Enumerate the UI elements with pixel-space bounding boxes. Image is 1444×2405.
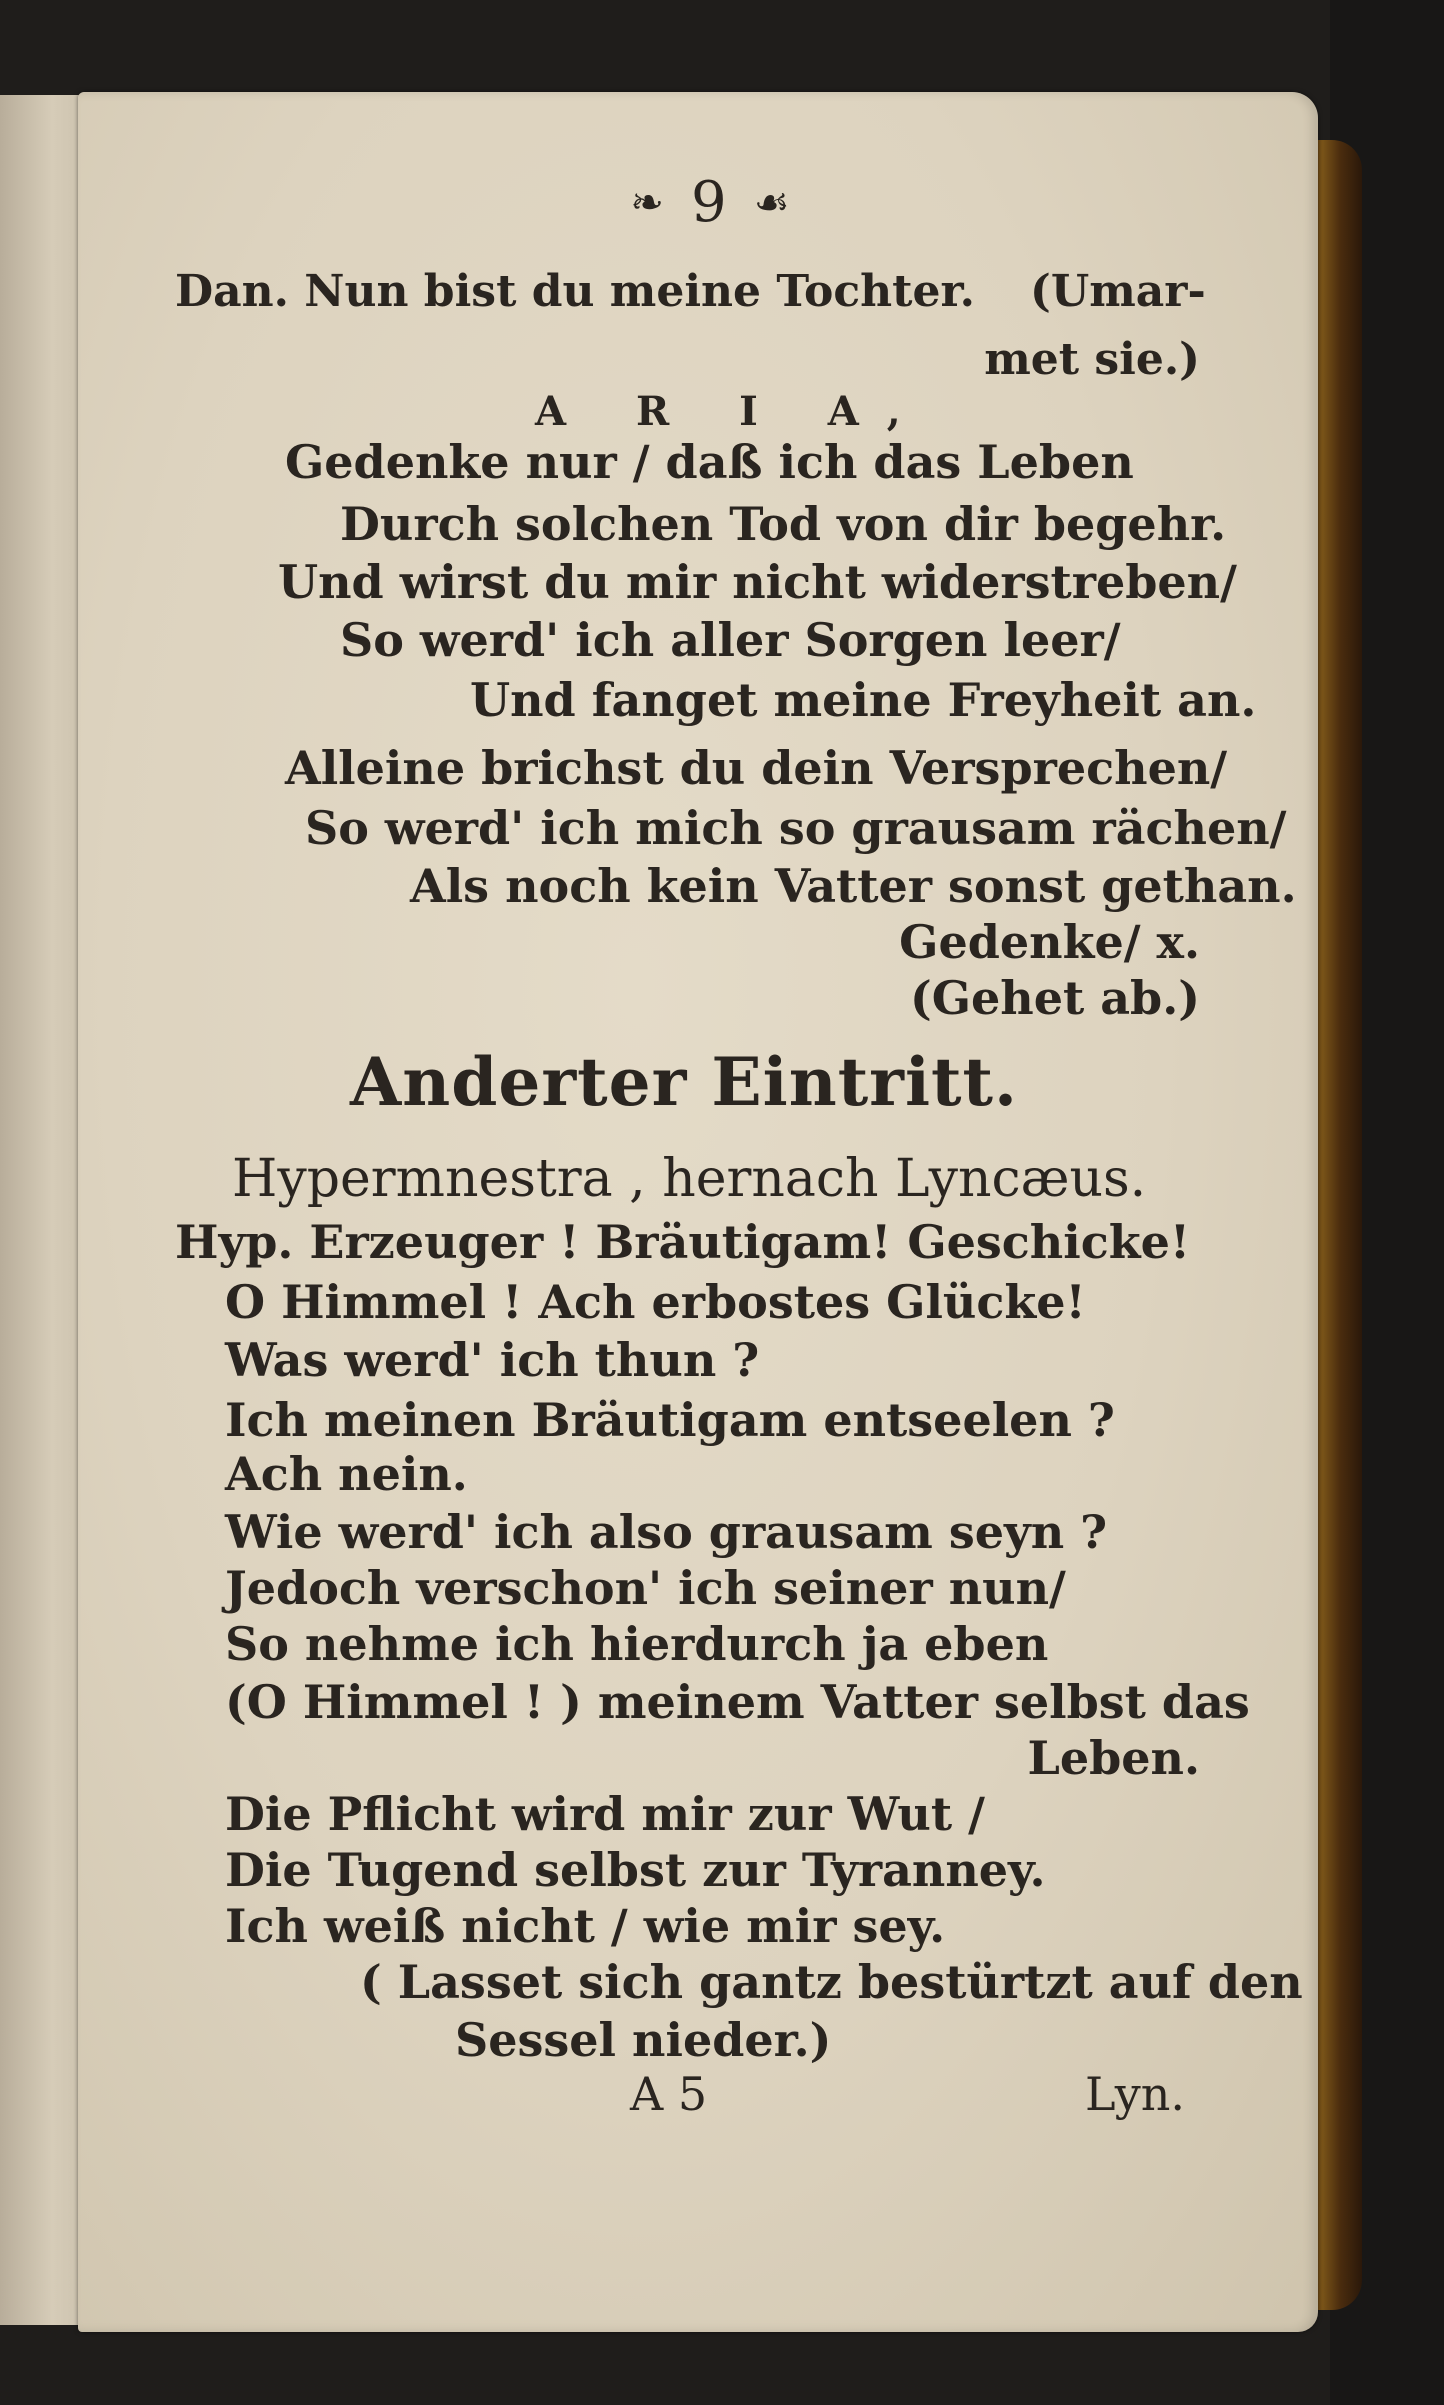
verse-line: Gedenke/ x.: [899, 915, 1200, 969]
aria-heading: A R I A,: [535, 388, 929, 435]
speech-line: Ach nein.: [225, 1447, 468, 1501]
verse-line: So werd' ich aller Sorgen leer/: [340, 613, 1121, 667]
speech-line: So nehme ich hierdurch ja eben: [225, 1617, 1049, 1671]
verse-line: Alleine brichst du dein Versprechen/: [285, 741, 1228, 795]
speech-line: Ich weiß nicht / wie mir sey.: [225, 1899, 946, 1953]
speech-line: Dan. Nun bist du meine Tochter.: [175, 266, 975, 317]
stage-direction: (Gehet ab.): [909, 971, 1200, 1025]
verse-line: Als noch kein Vatter sonst gethan.: [410, 859, 1297, 913]
catchword: Lyn.: [1085, 2067, 1185, 2121]
stage-direction: ( Lasset sich gantz bestürtzt auf den: [360, 1955, 1303, 2009]
speech-line: O Himmel ! Ach erbostes Glücke!: [225, 1275, 1086, 1329]
speech-line: Ich meinen Bräutigam entseelen ?: [225, 1393, 1115, 1447]
speech-line: Die Tugend selbst zur Tyranney.: [225, 1843, 1046, 1897]
verse-line: Durch solchen Tod von dir begehr.: [340, 497, 1227, 551]
ornament-left-icon: ❧: [630, 179, 664, 226]
scene-characters: Hypermnestra , hernach Lyncæus.: [232, 1149, 1147, 1209]
speech-line: Jedoch verschon' ich seiner nun/: [225, 1561, 1066, 1615]
ornament-right-icon: ☙: [753, 179, 790, 226]
speech-line: Was werd' ich thun ?: [225, 1333, 760, 1387]
signature-mark: A 5: [630, 2067, 708, 2121]
verse-line: Gedenke nur / daß ich das Leben: [285, 435, 1134, 489]
stage-direction: met sie.): [984, 334, 1200, 385]
stage-direction: (Umar-: [1030, 266, 1206, 317]
page-number: 9: [691, 170, 727, 235]
speech-line: Hyp. Erzeuger ! Bräutigam! Geschicke!: [175, 1215, 1191, 1269]
speech-line: Die Pflicht wird mir zur Wut /: [225, 1787, 985, 1841]
scene-title: Anderter Eintritt.: [350, 1043, 1018, 1121]
speech-line: (O Himmel ! ) meinem Vatter selbst das: [225, 1675, 1250, 1729]
stage-direction: Sessel nieder.): [455, 2013, 832, 2067]
verse-line: So werd' ich mich so grausam rächen/: [305, 801, 1287, 855]
page-header: [530, 170, 890, 240]
speech-line: Wie werd' ich also grausam seyn ?: [225, 1505, 1108, 1559]
speech-line: Leben.: [1027, 1731, 1200, 1785]
verse-line: Und wirst du mir nicht widerstreben/: [278, 555, 1237, 609]
verse-line: Und fanget meine Freyheit an.: [470, 673, 1257, 727]
